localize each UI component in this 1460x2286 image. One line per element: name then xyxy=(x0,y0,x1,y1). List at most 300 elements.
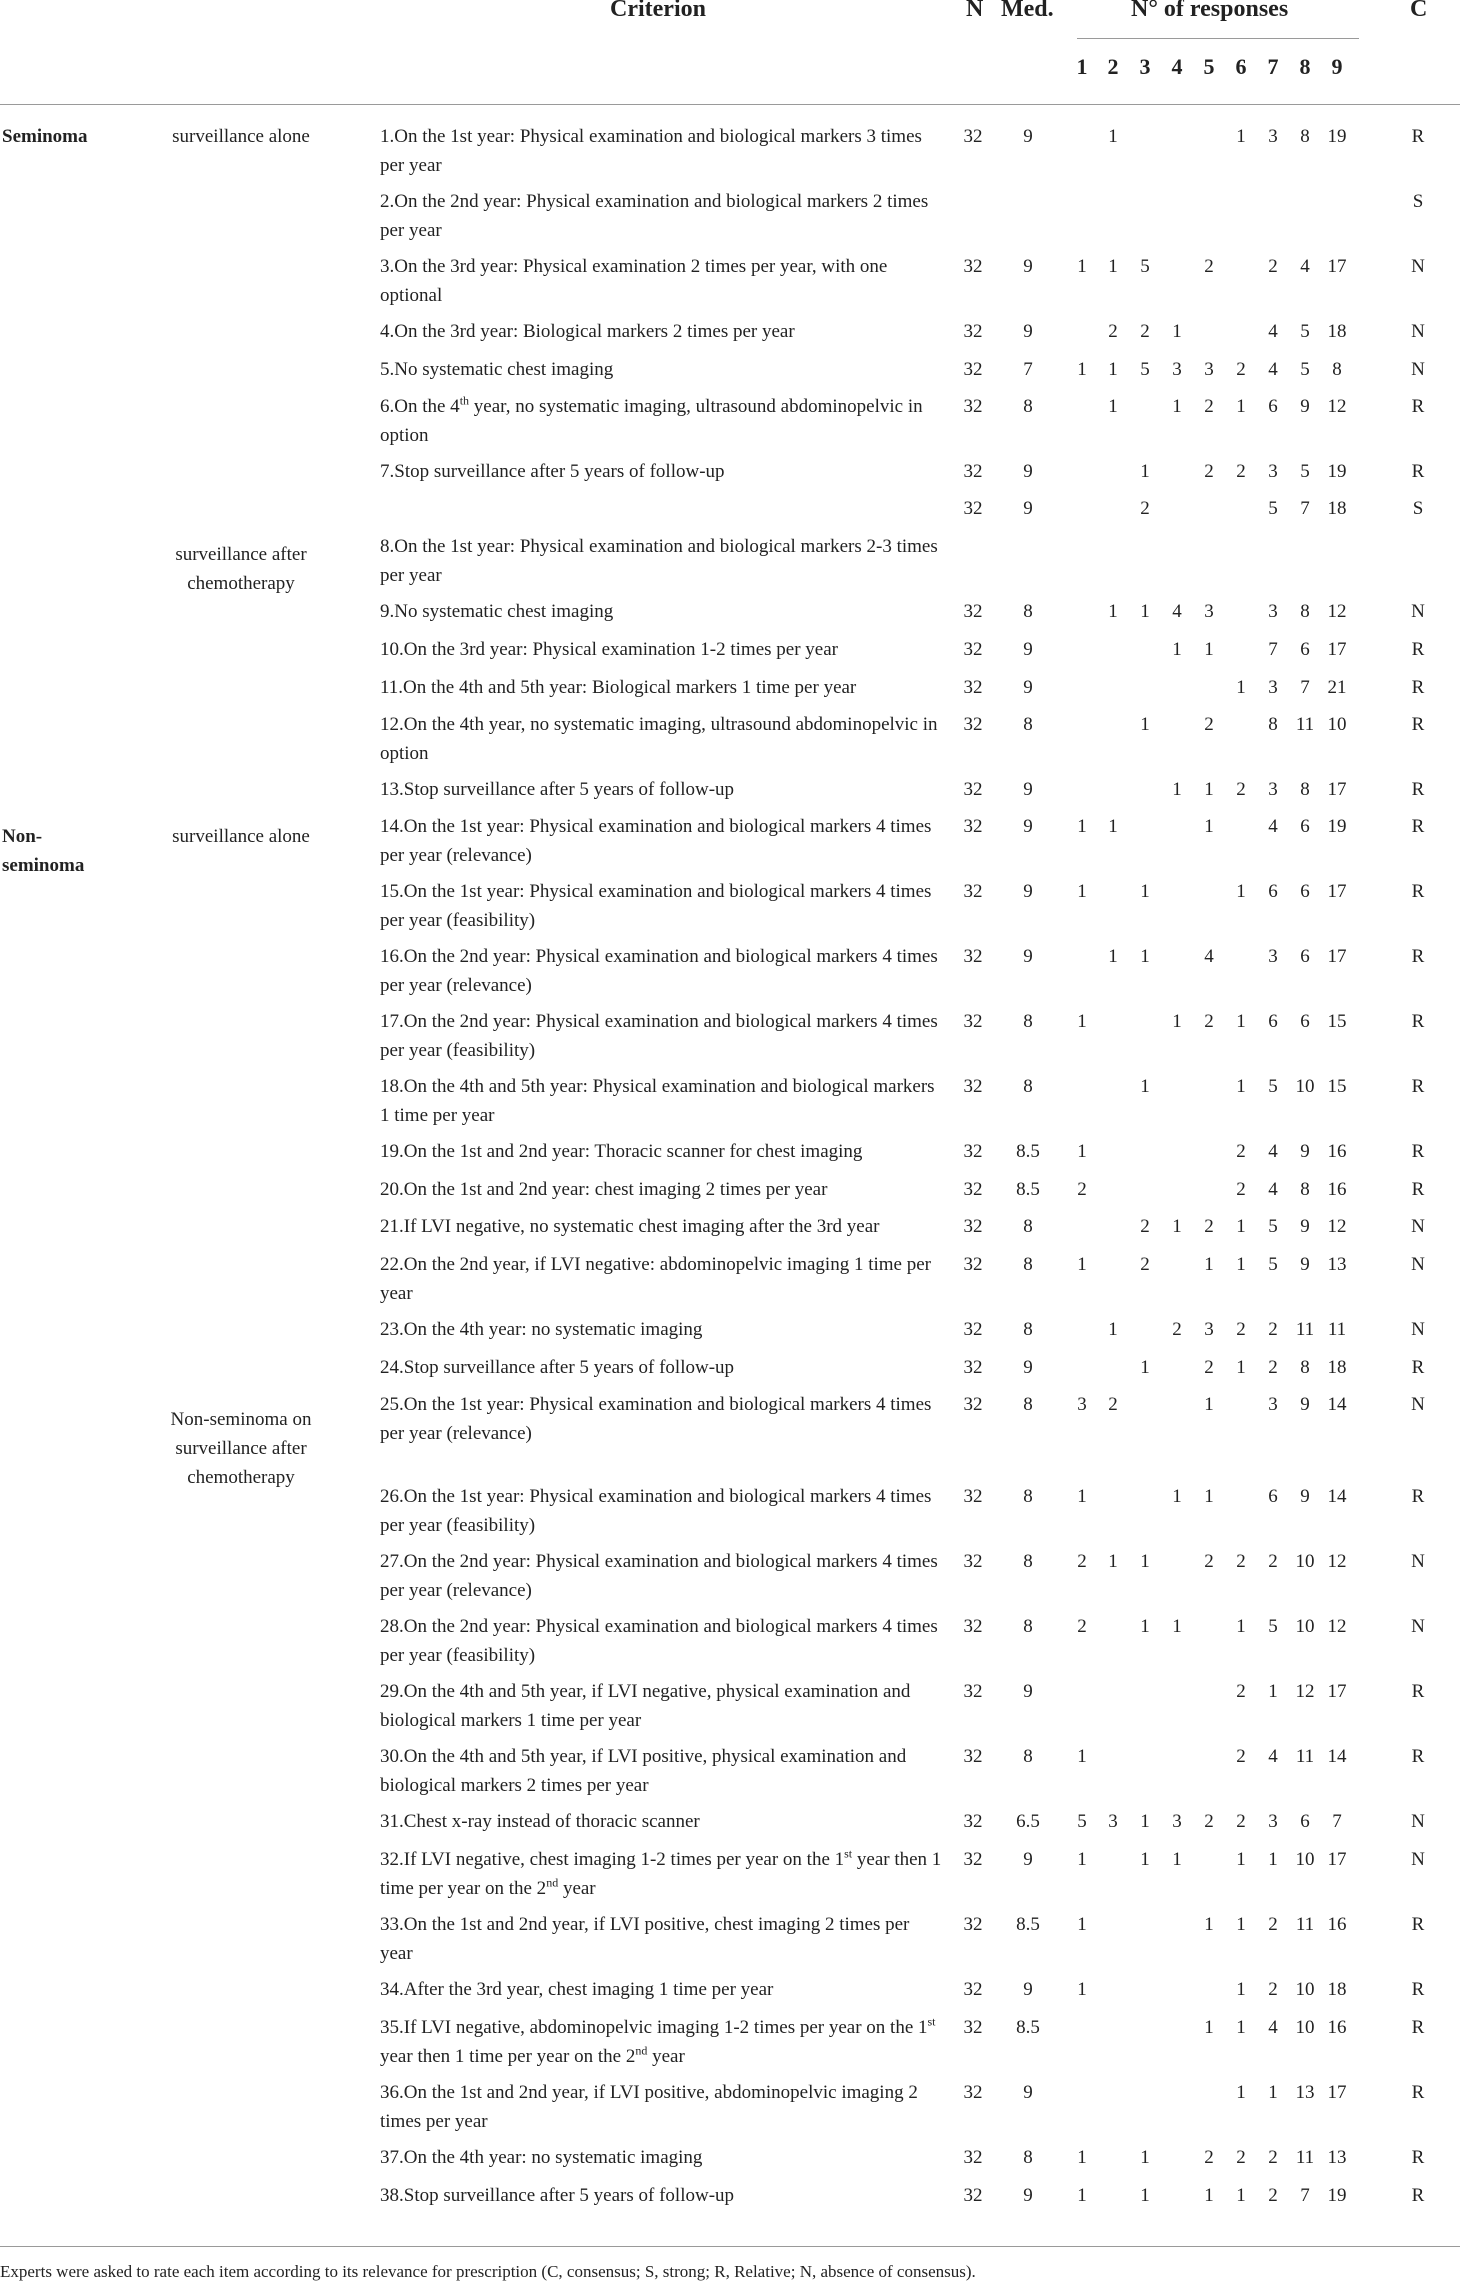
response-count-cell: 2 xyxy=(1236,1551,1246,1572)
response-count-cell: 6 xyxy=(1268,1011,1278,1032)
response-count-cell: 2 xyxy=(1140,1254,1150,1275)
response-count-cell: 9 xyxy=(1300,1216,1310,1237)
consensus-cell: R xyxy=(1411,396,1425,417)
n-cell: 32 xyxy=(963,1681,983,1702)
response-count-cell: 1 xyxy=(1204,1486,1214,1507)
response-count-cell: 2 xyxy=(1172,1319,1182,1340)
response-count-cell: 1 xyxy=(1140,1616,1150,1637)
response-count-cell: 1 xyxy=(1236,2017,1246,2038)
consensus-cell: R xyxy=(1411,1141,1425,1162)
response-count-cell: 7 xyxy=(1332,1811,1342,1832)
consensus-cell: R xyxy=(1411,461,1425,482)
median-cell: 9 xyxy=(1023,498,1033,519)
consensus-cell: R xyxy=(1411,1076,1425,1097)
response-count-cell: 17 xyxy=(1327,779,1347,800)
criterion-cell: 36.On the 1st and 2nd year, if LVI positive, abdominopelvic imaging 2 times per year xyxy=(380,2082,918,2132)
criterion-cell: 15.On the 1st year: Physical examination and biological markers 4 times per year (feasibility) xyxy=(380,881,932,931)
response-scale-label: 4 xyxy=(1171,54,1183,79)
n-cell: 32 xyxy=(963,1746,983,1767)
response-count-cell: 3 xyxy=(1268,461,1278,482)
criterion-cell: 14.On the 1st year: Physical examination and biological markers 4 times per year (relevance) xyxy=(380,816,932,866)
consensus-cell: R xyxy=(1411,2017,1425,2038)
n-cell: 32 xyxy=(963,816,983,837)
response-count-cell: 2 xyxy=(1236,1746,1246,1767)
response-count-cell: 15 xyxy=(1327,1011,1347,1032)
response-count-cell: 1 xyxy=(1172,1216,1182,1237)
n-cell: 32 xyxy=(963,1486,983,1507)
response-count-cell: 12 xyxy=(1327,396,1347,417)
response-count-cell: 5 xyxy=(1268,1076,1278,1097)
consensus-cell: N xyxy=(1411,1849,1425,1870)
response-count-cell: 1 xyxy=(1140,714,1150,735)
consensus-cell: N xyxy=(1411,1616,1425,1637)
response-count-cell: 1 xyxy=(1140,1357,1150,1378)
response-count-cell: 14 xyxy=(1327,1746,1347,1767)
n-cell: 32 xyxy=(963,2147,983,2168)
n-cell: 32 xyxy=(963,1551,983,1572)
response-count-cell: 3 xyxy=(1172,359,1182,380)
response-count-cell: 1 xyxy=(1077,816,1087,837)
response-count-cell: 17 xyxy=(1327,256,1347,277)
n-cell: 32 xyxy=(963,1179,983,1200)
median-cell: 9 xyxy=(1023,1979,1033,2000)
criterion-cell: 20.On the 1st and 2nd year: chest imaging 2 times per year xyxy=(380,1179,828,1200)
median-cell: 9 xyxy=(1023,1681,1033,1702)
median-cell: 8 xyxy=(1023,396,1033,417)
median-cell: 9 xyxy=(1023,881,1033,902)
header-responses: N° of responses xyxy=(1131,0,1289,22)
response-count-cell: 2 xyxy=(1204,1011,1214,1032)
consensus-cell: R xyxy=(1411,946,1425,967)
response-count-cell: 1 xyxy=(1236,126,1246,147)
response-count-cell: 2 xyxy=(1108,321,1118,342)
response-count-cell: 1 xyxy=(1140,1551,1150,1572)
response-count-cell: 9 xyxy=(1300,1394,1310,1415)
response-count-cell: 18 xyxy=(1327,321,1347,342)
n-cell: 32 xyxy=(963,1849,983,1870)
n-cell: 32 xyxy=(963,321,983,342)
n-cell: 32 xyxy=(963,359,983,380)
response-count-cell: 14 xyxy=(1327,1394,1347,1415)
response-count-cell: 3 xyxy=(1077,1394,1087,1415)
consensus-cell: S xyxy=(1412,191,1424,212)
subgroup-label: surveillance alone xyxy=(172,826,310,847)
response-count-cell: 1 xyxy=(1236,1254,1246,1275)
median-cell: 8.5 xyxy=(1016,1914,1040,1935)
response-count-cell: 1 xyxy=(1236,1076,1246,1097)
response-count-cell: 1 xyxy=(1108,1319,1118,1340)
response-count-cell: 1 xyxy=(1204,1914,1214,1935)
response-count-cell: 8 xyxy=(1332,359,1342,380)
response-count-cell: 4 xyxy=(1204,946,1214,967)
consensus-cell: N xyxy=(1411,256,1425,277)
n-cell: 32 xyxy=(963,2017,983,2038)
response-count-cell: 18 xyxy=(1327,1357,1347,1378)
response-count-cell: 6 xyxy=(1300,639,1310,660)
criterion-cell: 17.On the 2nd year: Physical examination and biological markers 4 times per year (feasibility) xyxy=(380,1011,938,1061)
consensus-cell: R xyxy=(1411,2082,1425,2103)
response-count-cell: 1 xyxy=(1204,639,1214,660)
response-count-cell: 2 xyxy=(1077,1551,1087,1572)
response-count-cell: 6 xyxy=(1268,1486,1278,1507)
n-cell: 32 xyxy=(963,639,983,660)
response-count-cell: 1 xyxy=(1172,639,1182,660)
median-cell: 9 xyxy=(1023,461,1033,482)
response-count-cell: 3 xyxy=(1108,1811,1118,1832)
n-cell: 32 xyxy=(963,714,983,735)
consensus-cell: R xyxy=(1411,1979,1425,2000)
n-cell: 32 xyxy=(963,1076,983,1097)
group-label-seminoma: Seminoma xyxy=(2,126,88,147)
response-count-cell: 14 xyxy=(1327,1486,1347,1507)
n-cell: 32 xyxy=(963,256,983,277)
response-count-cell: 3 xyxy=(1204,601,1214,622)
response-count-cell: 1 xyxy=(1077,1914,1087,1935)
response-count-cell: 12 xyxy=(1327,601,1347,622)
response-count-cell: 2 xyxy=(1204,2147,1214,2168)
response-count-cell: 2 xyxy=(1268,1979,1278,2000)
criterion-cell: 11.On the 4th and 5th year: Biological markers 1 time per year xyxy=(380,677,857,698)
response-count-cell: 2 xyxy=(1204,1357,1214,1378)
response-count-cell: 2 xyxy=(1204,461,1214,482)
median-cell: 9 xyxy=(1023,639,1033,660)
criterion-cell: 33.On the 1st and 2nd year, if LVI positive, chest imaging 2 times per year xyxy=(380,1914,910,1964)
response-count-cell: 7 xyxy=(1300,2185,1310,2206)
criterion-cell: 30.On the 4th and 5th year, if LVI positive, physical examination and biological markers 2 times per year xyxy=(380,1746,907,1796)
response-count-cell: 17 xyxy=(1327,2082,1347,2103)
response-count-cell: 2 xyxy=(1108,1394,1118,1415)
response-count-cell: 10 xyxy=(1295,2017,1315,2038)
median-cell: 9 xyxy=(1023,946,1033,967)
response-count-cell: 6 xyxy=(1268,396,1278,417)
n-cell: 32 xyxy=(963,461,983,482)
criterion-cell: 26.On the 1st year: Physical examination and biological markers 4 times per year (feasibility) xyxy=(380,1486,932,1536)
response-count-cell: 1 xyxy=(1140,1811,1150,1832)
criterion-cell: 13.Stop surveillance after 5 years of follow-up xyxy=(380,779,735,800)
response-count-cell: 3 xyxy=(1268,677,1278,698)
n-cell: 32 xyxy=(963,1011,983,1032)
response-count-cell: 17 xyxy=(1327,639,1347,660)
response-count-cell: 10 xyxy=(1295,1849,1315,1870)
criterion-cell: 23.On the 4th year: no systematic imaging xyxy=(380,1319,703,1340)
response-count-cell: 5 xyxy=(1140,359,1150,380)
response-count-cell: 8 xyxy=(1300,601,1310,622)
criterion-cell: 34.After the 3rd year, chest imaging 1 time per year xyxy=(380,1979,774,2000)
response-count-cell: 2 xyxy=(1236,1811,1246,1832)
response-count-cell: 16 xyxy=(1327,1179,1347,1200)
response-count-cell: 9 xyxy=(1300,1254,1310,1275)
response-count-cell: 1 xyxy=(1204,1394,1214,1415)
response-count-cell: 18 xyxy=(1327,1979,1347,2000)
response-count-cell: 10 xyxy=(1295,1551,1315,1572)
criterion-cell: 25.On the 1st year: Physical examination and biological markers 4 times per year (relevance) xyxy=(380,1394,932,1444)
response-count-cell: 1 xyxy=(1236,396,1246,417)
response-count-cell: 11 xyxy=(1295,714,1315,735)
median-cell: 8 xyxy=(1023,1319,1033,1340)
response-scale-label: 5 xyxy=(1203,54,1215,79)
response-count-cell: 2 xyxy=(1268,1551,1278,1572)
response-count-cell: 16 xyxy=(1327,2017,1347,2038)
response-count-cell: 8 xyxy=(1300,779,1310,800)
response-count-cell: 1 xyxy=(1108,359,1118,380)
response-count-cell: 1 xyxy=(1140,601,1150,622)
subgroup-label: surveillance alone xyxy=(172,126,310,147)
response-count-cell: 2 xyxy=(1236,2147,1246,2168)
consensus-cell: R xyxy=(1411,126,1425,147)
response-count-cell: 6 xyxy=(1300,1811,1310,1832)
response-count-cell: 2 xyxy=(1204,256,1214,277)
response-count-cell: 5 xyxy=(1268,498,1278,519)
response-scale-label: 7 xyxy=(1267,54,1279,79)
consensus-cell: N xyxy=(1411,1216,1425,1237)
response-count-cell: 4 xyxy=(1268,816,1278,837)
median-cell: 9 xyxy=(1023,1357,1033,1378)
response-count-cell: 1 xyxy=(1077,1979,1087,2000)
consensus-cell: R xyxy=(1411,1914,1425,1935)
n-cell: 32 xyxy=(963,1616,983,1637)
response-count-cell: 1 xyxy=(1077,1141,1087,1162)
median-cell: 8.5 xyxy=(1016,2017,1040,2038)
median-cell: 8 xyxy=(1023,1486,1033,1507)
response-count-cell: 7 xyxy=(1268,639,1278,660)
criterion-cell: 19.On the 1st and 2nd year: Thoracic scanner for chest imaging xyxy=(380,1141,863,1162)
consensus-cell: R xyxy=(1411,1179,1425,1200)
median-cell: 8 xyxy=(1023,1746,1033,1767)
response-count-cell: 2 xyxy=(1236,779,1246,800)
response-count-cell: 4 xyxy=(1268,1141,1278,1162)
response-count-cell: 1 xyxy=(1140,881,1150,902)
response-count-cell: 1 xyxy=(1108,126,1118,147)
response-scale-label: 6 xyxy=(1235,54,1247,79)
response-count-cell: 17 xyxy=(1327,881,1347,902)
subgroup-label: surveillance after chemotherapy xyxy=(175,544,307,594)
response-count-cell: 6 xyxy=(1300,816,1310,837)
response-count-cell: 3 xyxy=(1268,946,1278,967)
response-count-cell: 11 xyxy=(1295,2147,1315,2168)
response-count-cell: 16 xyxy=(1327,1141,1347,1162)
median-cell: 9 xyxy=(1023,816,1033,837)
response-count-cell: 3 xyxy=(1268,1394,1278,1415)
criterion-cell: 21.If LVI negative, no systematic chest imaging after the 3rd year xyxy=(380,1216,880,1237)
response-count-cell: 2 xyxy=(1204,714,1214,735)
response-count-cell: 1 xyxy=(1108,256,1118,277)
response-count-cell: 6 xyxy=(1300,881,1310,902)
response-count-cell: 1 xyxy=(1140,461,1150,482)
consensus-cell: N xyxy=(1411,1811,1425,1832)
response-count-cell: 5 xyxy=(1140,256,1150,277)
consensus-cell: R xyxy=(1411,2147,1425,2168)
response-count-cell: 1 xyxy=(1172,396,1182,417)
criterion-cell: 12.On the 4th year, no systematic imaging, ultrasound abdominopelvic in option xyxy=(380,714,938,764)
median-cell: 8.5 xyxy=(1016,1141,1040,1162)
table-bottom-rule xyxy=(0,2246,1460,2247)
response-count-cell: 2 xyxy=(1268,1319,1278,1340)
response-count-cell: 1 xyxy=(1140,2147,1150,2168)
response-count-cell: 17 xyxy=(1327,946,1347,967)
response-count-cell: 1 xyxy=(1077,2185,1087,2206)
response-count-cell: 1 xyxy=(1108,601,1118,622)
response-count-cell: 8 xyxy=(1300,1179,1310,1200)
response-count-cell: 11 xyxy=(1295,1914,1315,1935)
criterion-cell: 18.On the 4th and 5th year: Physical examination and biological markers 1 time per year xyxy=(380,1076,935,1126)
response-count-cell: 19 xyxy=(1327,126,1347,147)
median-cell: 8 xyxy=(1023,2147,1033,2168)
n-cell: 32 xyxy=(963,677,983,698)
header-n: N xyxy=(966,0,984,22)
response-count-cell: 15 xyxy=(1327,1076,1347,1097)
response-count-cell: 17 xyxy=(1327,1849,1347,1870)
response-count-cell: 1 xyxy=(1204,1254,1214,1275)
response-count-cell: 1 xyxy=(1172,321,1182,342)
response-scale-label: 8 xyxy=(1299,54,1311,79)
criterion-cell: 31.Chest x-ray instead of thoracic scanner xyxy=(380,1811,700,1832)
n-cell: 32 xyxy=(963,1254,983,1275)
consensus-cell: R xyxy=(1411,816,1425,837)
response-count-cell: 2 xyxy=(1204,1216,1214,1237)
response-count-cell: 12 xyxy=(1327,1216,1347,1237)
response-count-cell: 9 xyxy=(1300,396,1310,417)
response-count-cell: 1 xyxy=(1204,816,1214,837)
response-count-cell: 2 xyxy=(1077,1616,1087,1637)
consensus-cell: S xyxy=(1412,498,1424,519)
response-count-cell: 2 xyxy=(1268,256,1278,277)
response-count-cell: 4 xyxy=(1268,321,1278,342)
response-count-cell: 2 xyxy=(1204,1811,1214,1832)
group-label-non-seminoma: Non-seminoma xyxy=(2,826,85,876)
response-count-cell: 1 xyxy=(1077,359,1087,380)
criterion-cell: 2.On the 2nd year: Physical examination and biological markers 2 times per year xyxy=(380,191,929,241)
response-count-cell: 1 xyxy=(1108,396,1118,417)
response-count-cell: 3 xyxy=(1268,1811,1278,1832)
response-count-cell: 3 xyxy=(1268,126,1278,147)
response-count-cell: 5 xyxy=(1300,321,1310,342)
median-cell: 9 xyxy=(1023,779,1033,800)
consensus-cell: N xyxy=(1411,1319,1425,1340)
consensus-cell: R xyxy=(1411,2185,1425,2206)
response-count-cell: 10 xyxy=(1295,1076,1315,1097)
response-count-cell: 1 xyxy=(1236,1849,1246,1870)
response-count-cell: 7 xyxy=(1300,677,1310,698)
consensus-cell: N xyxy=(1411,359,1425,380)
response-count-cell: 2 xyxy=(1268,1914,1278,1935)
consensus-cell: R xyxy=(1411,677,1425,698)
response-count-cell: 1 xyxy=(1236,2185,1246,2206)
consensus-cell: R xyxy=(1411,1357,1425,1378)
median-cell: 9 xyxy=(1023,126,1033,147)
response-count-cell: 11 xyxy=(1295,1746,1315,1767)
response-count-cell: 6 xyxy=(1300,1011,1310,1032)
median-cell: 9 xyxy=(1023,1849,1033,1870)
median-cell: 9 xyxy=(1023,256,1033,277)
response-count-cell: 1 xyxy=(1077,1011,1087,1032)
response-count-cell: 7 xyxy=(1300,498,1310,519)
response-count-cell: 1 xyxy=(1236,881,1246,902)
response-count-cell: 5 xyxy=(1268,1254,1278,1275)
n-cell: 32 xyxy=(963,1394,983,1415)
median-cell: 9 xyxy=(1023,2082,1033,2103)
response-count-cell: 2 xyxy=(1140,498,1150,519)
median-cell: 9 xyxy=(1023,321,1033,342)
response-count-cell: 1 xyxy=(1268,1849,1278,1870)
response-count-cell: 1 xyxy=(1236,1616,1246,1637)
consensus-cell: R xyxy=(1411,1486,1425,1507)
n-cell: 32 xyxy=(963,779,983,800)
response-count-cell: 2 xyxy=(1140,1216,1150,1237)
criterion-cell: 5.No systematic chest imaging xyxy=(380,359,614,380)
response-count-cell: 3 xyxy=(1204,1319,1214,1340)
header-criterion: Criterion xyxy=(610,0,706,22)
response-count-cell: 12 xyxy=(1327,1551,1347,1572)
criterion-cell: 10.On the 3rd year: Physical examination 1-2 times per year xyxy=(380,639,838,660)
n-cell: 32 xyxy=(963,1979,983,2000)
response-count-cell: 2 xyxy=(1077,1179,1087,1200)
response-count-cell: 4 xyxy=(1268,2017,1278,2038)
criterion-cell: 32.If LVI negative, chest imaging 1-2 times per year on the 1st year then 1 time per year on the 2nd year xyxy=(380,1846,942,1899)
criterion-cell: 24.Stop surveillance after 5 years of follow-up xyxy=(380,1357,735,1378)
response-count-cell: 1 xyxy=(1077,881,1087,902)
response-count-cell: 10 xyxy=(1327,714,1347,735)
response-count-cell: 2 xyxy=(1236,1681,1246,1702)
median-cell: 8 xyxy=(1023,1216,1033,1237)
response-count-cell: 2 xyxy=(1268,1357,1278,1378)
response-count-cell: 2 xyxy=(1236,1141,1246,1162)
response-count-cell: 11 xyxy=(1327,1319,1347,1340)
consensus-cell: R xyxy=(1411,1681,1425,1702)
n-cell: 32 xyxy=(963,1914,983,1935)
response-count-cell: 5 xyxy=(1300,359,1310,380)
response-count-cell: 1 xyxy=(1172,779,1182,800)
response-count-cell: 3 xyxy=(1172,1811,1182,1832)
criterion-cell: 6.On the 4th year, no systematic imaging, ultrasound abdominopelvic in option xyxy=(380,393,923,446)
response-count-cell: 13 xyxy=(1295,2082,1315,2103)
consensus-cell: R xyxy=(1411,1011,1425,1032)
criterion-cell: 27.On the 2nd year: Physical examination and biological markers 4 times per year (relevance) xyxy=(380,1551,938,1601)
median-cell: 8 xyxy=(1023,1551,1033,1572)
median-cell: 8 xyxy=(1023,601,1033,622)
consensus-cell: N xyxy=(1411,601,1425,622)
consensus-cell: N xyxy=(1411,1394,1425,1415)
n-cell: 32 xyxy=(963,1319,983,1340)
response-count-cell: 9 xyxy=(1300,1486,1310,1507)
consensus-cell: N xyxy=(1411,1551,1425,1572)
consensus-cell: R xyxy=(1411,1746,1425,1767)
header-bottom-rule xyxy=(0,104,1460,105)
response-count-cell: 1 xyxy=(1236,1011,1246,1032)
median-cell: 8.5 xyxy=(1016,1179,1040,1200)
response-count-cell: 1 xyxy=(1236,677,1246,698)
median-cell: 8 xyxy=(1023,1011,1033,1032)
criterion-cell: 8.On the 1st year: Physical examination and biological markers 2-3 times per year xyxy=(380,536,938,586)
response-count-cell: 12 xyxy=(1295,1681,1315,1702)
response-count-cell: 1 xyxy=(1077,1486,1087,1507)
response-count-cell: 1 xyxy=(1236,2082,1246,2103)
criterion-cell: 9.No systematic chest imaging xyxy=(380,601,614,622)
response-scale-label: 1 xyxy=(1076,54,1088,79)
response-count-cell: 2 xyxy=(1236,1179,1246,1200)
criterion-cell: 28.On the 2nd year: Physical examination and biological markers 4 times per year (feasibility) xyxy=(380,1616,938,1666)
response-count-cell: 4 xyxy=(1268,359,1278,380)
response-count-cell: 3 xyxy=(1268,779,1278,800)
n-cell: 32 xyxy=(963,396,983,417)
response-count-cell: 5 xyxy=(1268,1216,1278,1237)
response-count-cell: 1 xyxy=(1077,1254,1087,1275)
response-count-cell: 3 xyxy=(1204,359,1214,380)
response-count-cell: 4 xyxy=(1300,256,1310,277)
n-cell: 32 xyxy=(963,946,983,967)
response-count-cell: 1 xyxy=(1204,2017,1214,2038)
criterion-cell: 1.On the 1st year: Physical examination and biological markers 3 times per year xyxy=(380,126,922,176)
consensus-cell: R xyxy=(1411,714,1425,735)
